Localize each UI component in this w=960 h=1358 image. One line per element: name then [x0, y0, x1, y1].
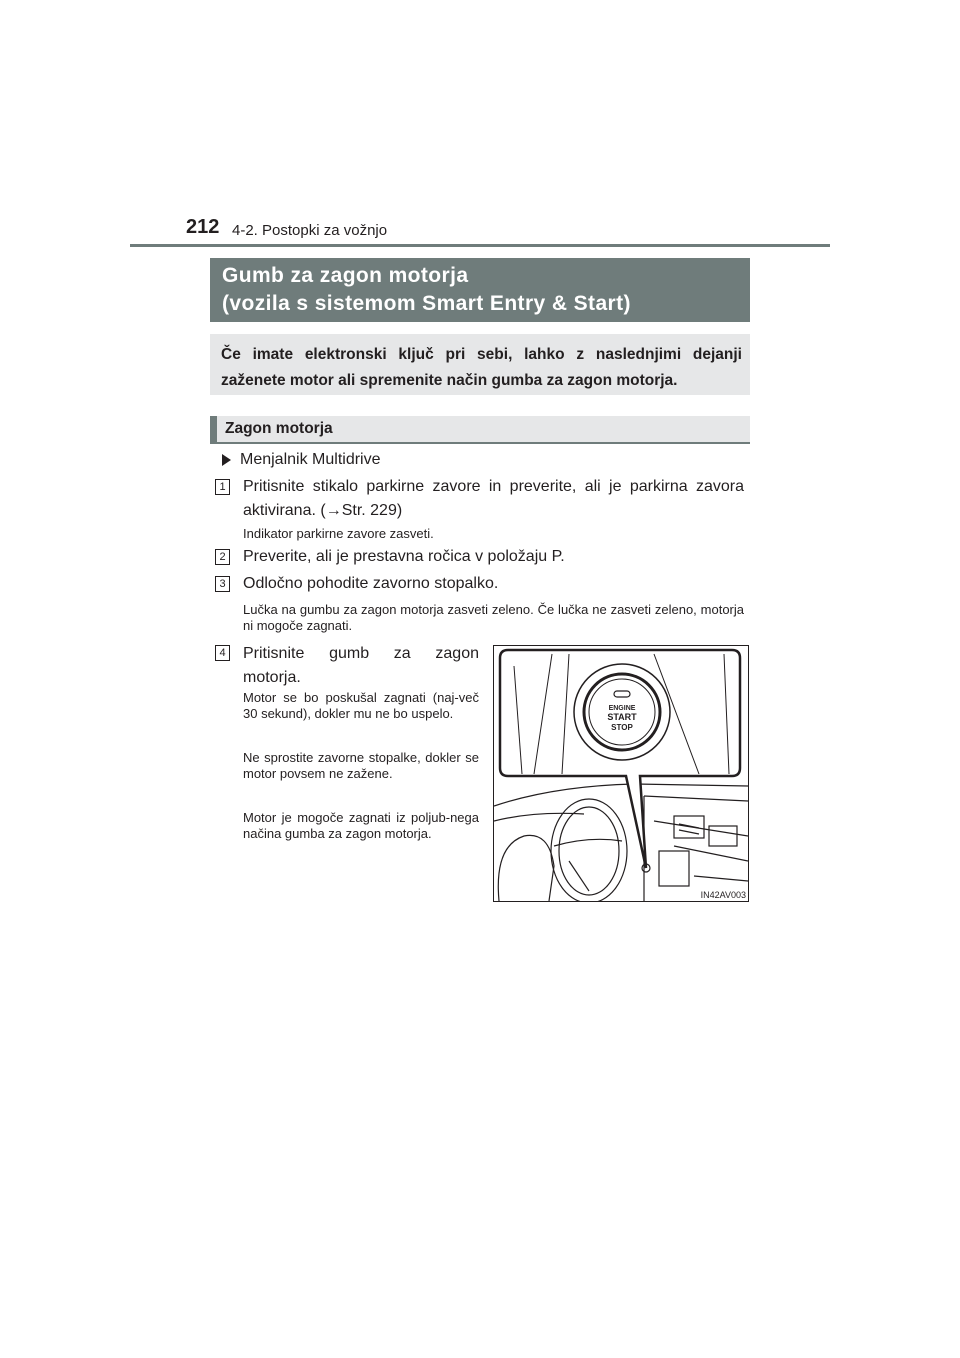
step-4-note-2: Ne sprostite zavorne stopalke, dokler se motor povsem ne zažene. [243, 750, 479, 781]
step-number-2: 2 [215, 549, 230, 565]
step-4-text: Pritisnite gumb za zagon motorja. [243, 645, 479, 686]
step-number-4: 4 [215, 645, 230, 661]
intro-box: Če imate elektronski ključ pri sebi, lahko z naslednjimi dejanji zaženete motor ali spremenite način gumba za zagon motorja. [210, 334, 750, 395]
step-3-text: Odločno pohodite zavorno stopalko. [243, 575, 499, 592]
section-heading [210, 416, 750, 442]
engine-start-illustration [493, 645, 749, 902]
step-4-note-1: Motor se bo poskušal zagnati (naj-več 30 sekund), dokler mu ne bo uspelo. [243, 690, 479, 721]
step-1-text: Pritisnite stikalo parkirne zavore in preverite, ali je parkirna zavora aktivirana. (→Str. 229) [243, 478, 744, 519]
section-rule [210, 442, 750, 444]
section-title: Zagon motorja [225, 420, 333, 437]
illustration-code: IN42AV003 [700, 890, 746, 900]
step-3-note: Lučka na gumbu za zagon motorja zasveti zeleno. Če lučka ne zasveti zeleno, motorja ni mogoče zagnati. [243, 602, 744, 633]
button-label-start: START [607, 712, 637, 722]
step-number-1: 1 [215, 479, 230, 495]
triangle-bullet-icon [222, 454, 231, 466]
button-label-engine: ENGINE [608, 705, 636, 712]
indicator-lamp-icon [614, 691, 630, 697]
running-header: 4-2. Postopki za vožnjo [232, 222, 388, 239]
page-title-line-2: (vozila s sistemom Smart Entry & Start) [222, 292, 631, 315]
step-4-note-3: Motor je mogoče zagnati iz poljub-nega načina gumba za zagon motorja. [243, 810, 479, 841]
page-title-line-1: Gumb za zagon motorja [222, 264, 469, 287]
page-number: 212 [186, 216, 220, 238]
header-rule [130, 244, 830, 247]
step-number-3: 3 [215, 576, 230, 592]
page-title [210, 258, 750, 322]
subheading: Menjalnik Multidrive [240, 451, 381, 468]
section-accent [210, 416, 217, 442]
button-label-stop: STOP [611, 723, 633, 732]
step-2-text: Preverite, ali je prestavna ročica v položaju P. [243, 548, 565, 565]
dashboard-drawing [494, 646, 748, 901]
step-1-note: Indikator parkirne zavore zasveti. [243, 526, 434, 541]
